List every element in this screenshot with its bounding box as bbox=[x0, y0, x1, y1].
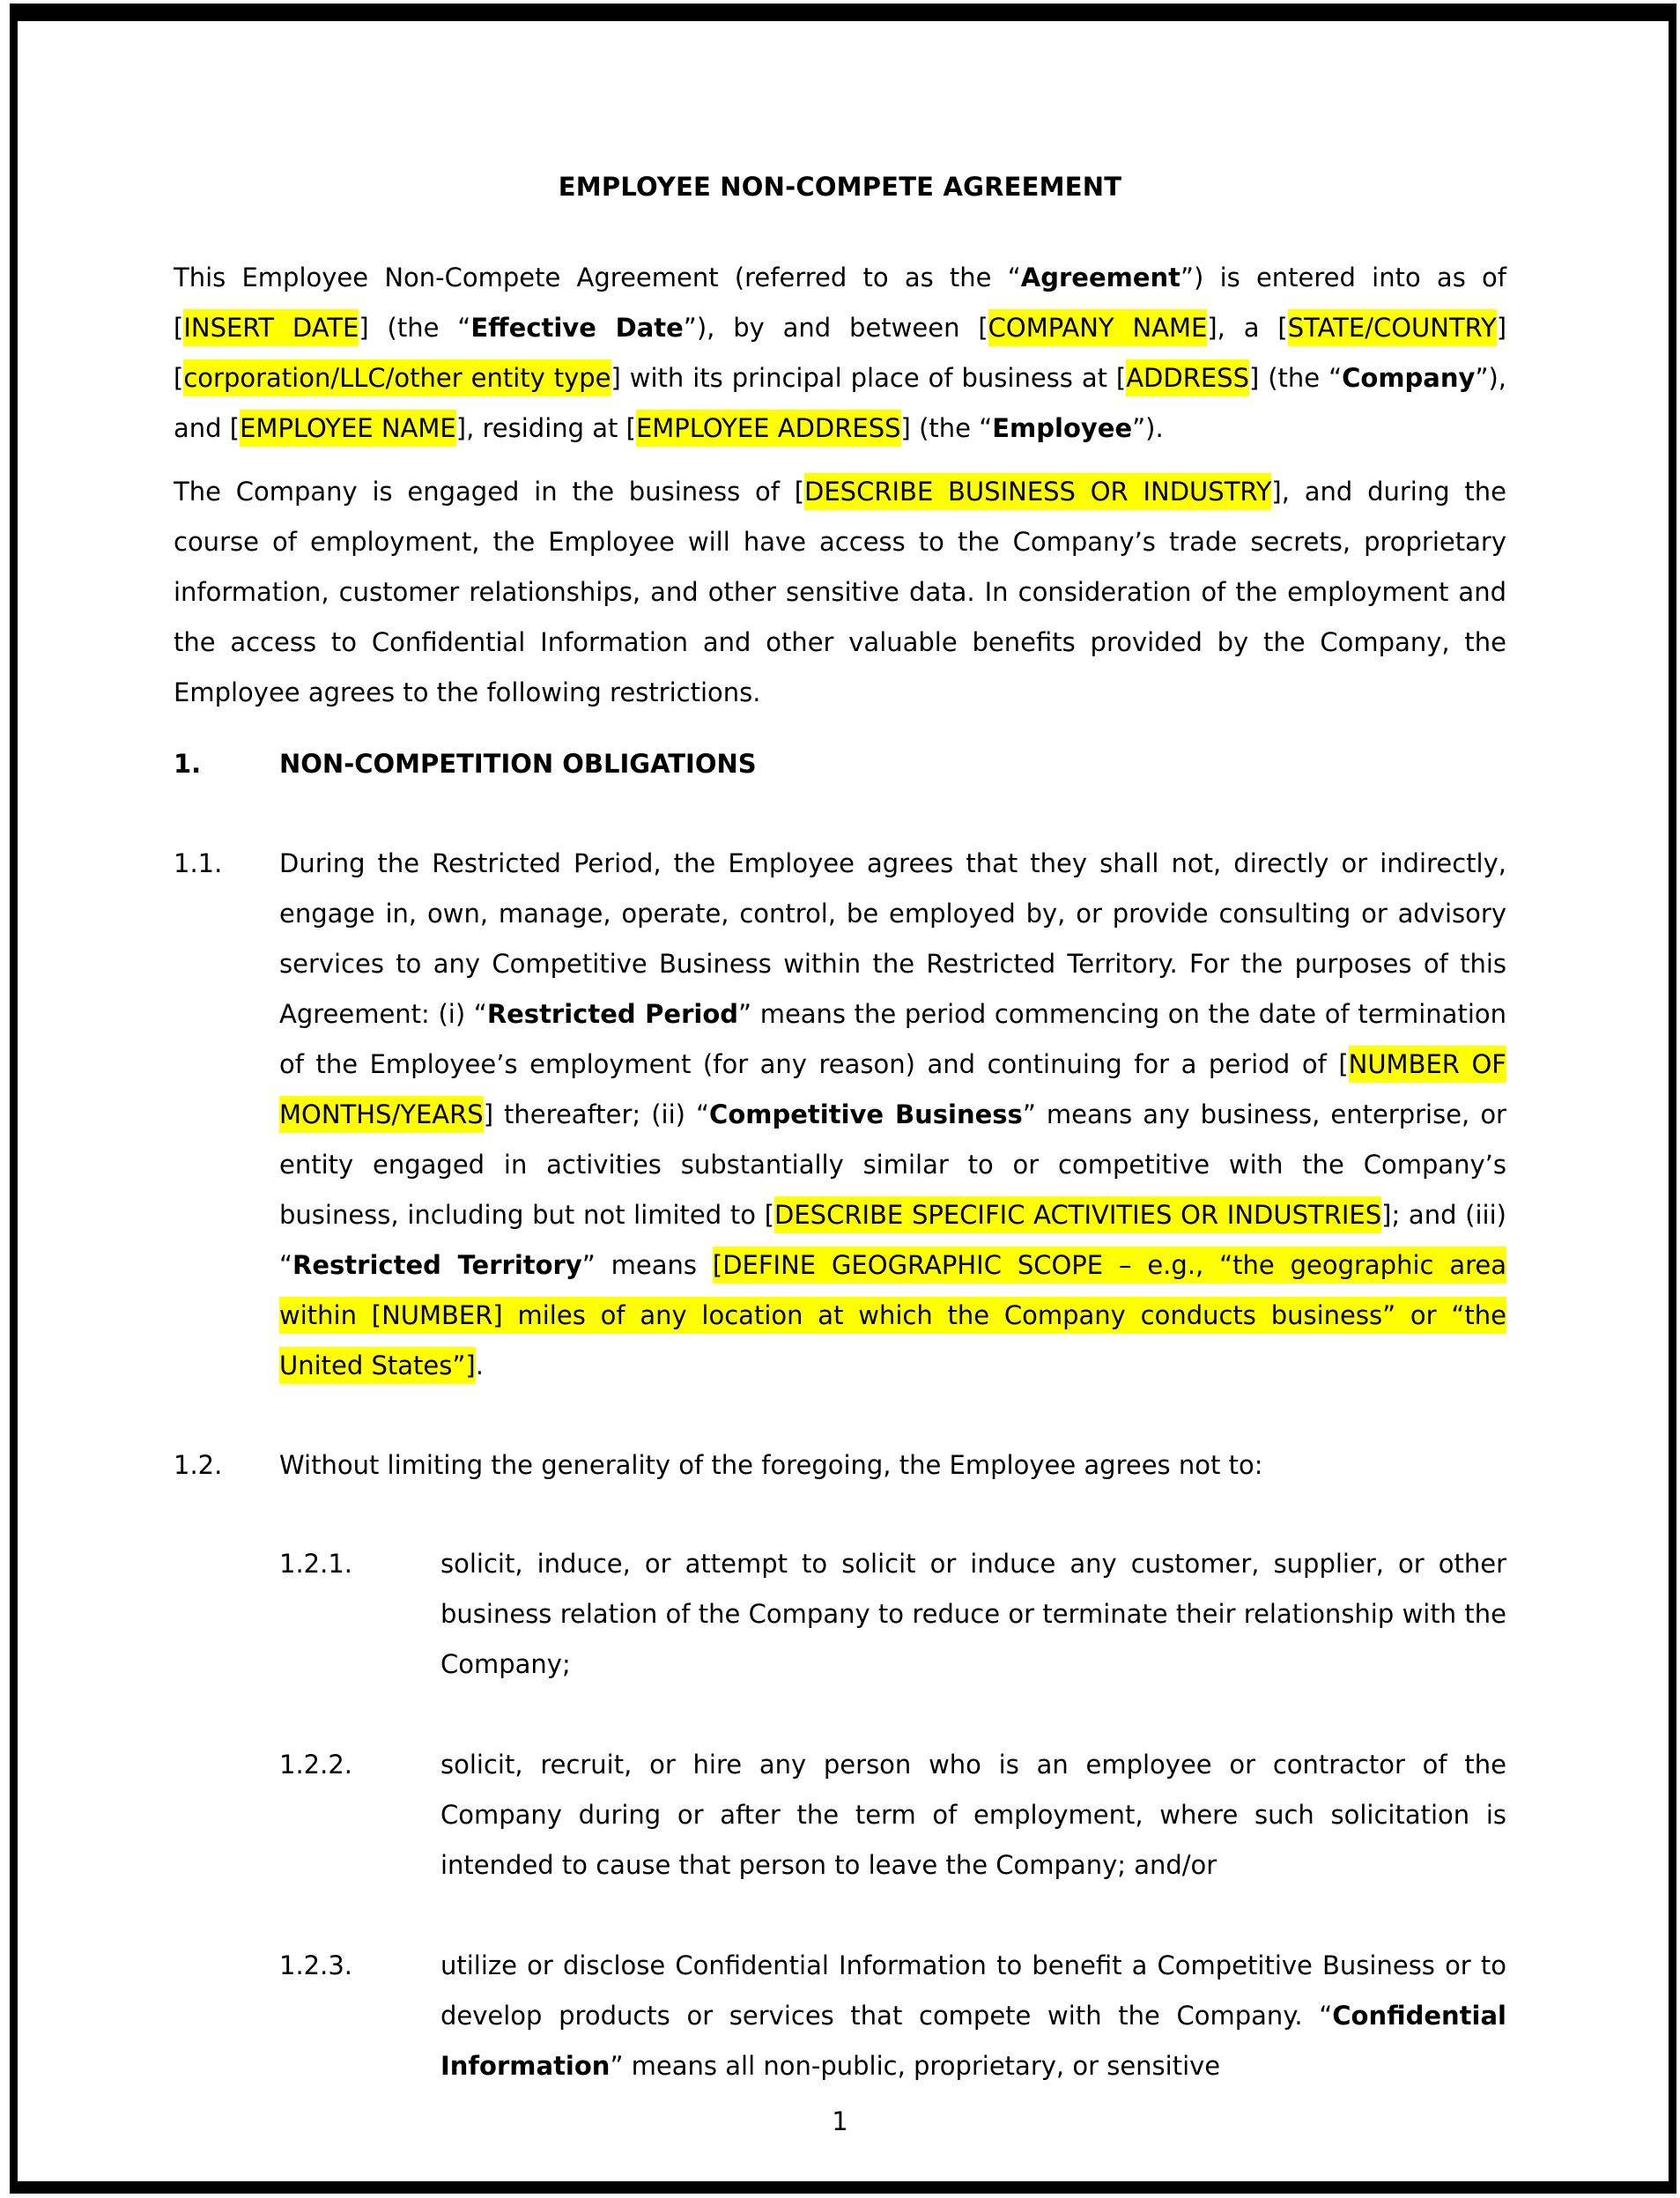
text-run: This Employee Non-Compete Agreement (referred to as the “ bbox=[174, 263, 1021, 292]
subclause-1-2-3-number: 1.2.3. bbox=[279, 1950, 353, 1980]
text-run: ” means all non-public, proprietary, or sensitive bbox=[610, 2051, 1221, 2081]
text-run: . bbox=[475, 1351, 484, 1380]
text-run: ], residing at [ bbox=[455, 413, 636, 443]
subclause-1-2-2-text bbox=[440, 1740, 1506, 1891]
clause-1-2-number: 1.2. bbox=[174, 1450, 223, 1480]
text-run: Agreement bbox=[1020, 263, 1181, 292]
highlighted-placeholder: EMPLOYEE NAME bbox=[240, 410, 456, 447]
text-run: solicit, recruit, or hire any person who is an employee or contractor of the Company during or after the term of employment, where such solicitation is intended to cause that person to leave the Company; and/or bbox=[440, 1750, 1506, 1880]
text-run: ”) is entered into as of [ bbox=[174, 263, 1506, 343]
text-run: ” means any business, enterprise, or entity engaged in activities substantially similar to or competitive with the Company’s business, including but not limited to [ bbox=[279, 1099, 1506, 1230]
subclause-1-2-2 bbox=[279, 1740, 1506, 1891]
text-run: ] (the “ bbox=[1249, 363, 1343, 393]
text-run: ” means the period commencing on the date of termination of the Employee’s employment (for any reason) and continuing for a period of [ bbox=[279, 999, 1506, 1079]
text-run: ], and during the course of employment, the Employee will have access to the Company’s trade secrets, proprietary information, customer relationships, and other sensitive data. In consideration of the employment and the access to Confidential Information and other valuable benefits provided by the Company, the Employee agrees to the following restrictions. bbox=[174, 477, 1506, 707]
clause-1-2-text bbox=[279, 1440, 1506, 1491]
section-1-number: 1. bbox=[174, 749, 202, 779]
text-run: ] [ bbox=[174, 313, 1507, 393]
subclause-1-2-3-text bbox=[440, 1941, 1506, 2091]
clause-1-1 bbox=[174, 839, 1506, 1391]
text-run: Competitive Business bbox=[709, 1099, 1023, 1129]
subclause-1-2-3 bbox=[279, 1941, 1506, 2091]
document-content bbox=[174, 0, 1506, 2091]
text-run: ” means bbox=[581, 1250, 713, 1280]
text-run: solicit, induce, or attempt to solicit or induce any customer, supplier, or other business relation of the Company to reduce or terminate their relationship with the Company; bbox=[440, 1549, 1506, 1679]
text-run: ”). bbox=[1132, 413, 1164, 443]
clause-1-2 bbox=[174, 1440, 1506, 1491]
clause-1-1-text bbox=[279, 839, 1506, 1391]
subclause-1-2-2-number: 1.2.2. bbox=[279, 1750, 353, 1780]
text-run: ”), by and between [ bbox=[683, 313, 988, 343]
text-run: ] (the “ bbox=[900, 413, 993, 443]
text-run: Restricted Period bbox=[486, 999, 739, 1029]
highlighted-placeholder: [DEFINE GEOGRAPHIC SCOPE – e.g., “the geographic area within [NUMBER] miles of any location at which the Company conducts business” or “the United States”] bbox=[279, 1247, 1506, 1384]
document-title: EMPLOYEE NON-COMPETE AGREEMENT bbox=[558, 172, 1122, 202]
highlighted-placeholder: corporation/LLC/other entity type bbox=[183, 359, 611, 396]
highlighted-placeholder: STATE/COUNTRY bbox=[1288, 309, 1497, 346]
subclause-1-2-1-number: 1.2.1. bbox=[279, 1549, 353, 1579]
text-run: ]; and (iii) “ bbox=[279, 1200, 1506, 1280]
highlighted-placeholder: DESCRIBE SPECIFIC ACTIVITIES OR INDUSTRIES bbox=[774, 1196, 1381, 1233]
text-run: ”), and [ bbox=[174, 363, 1506, 443]
clause-1-1-number: 1.1. bbox=[174, 848, 223, 878]
text-run: Without limiting the generality of the foregoing, the Employee agrees not to: bbox=[279, 1450, 1263, 1480]
intro-paragraph bbox=[174, 253, 1506, 454]
section-1-label: NON-COMPETITION OBLIGATIONS bbox=[279, 749, 757, 779]
highlighted-placeholder: EMPLOYEE ADDRESS bbox=[636, 410, 901, 447]
text-run: The Company is engaged in the business of [ bbox=[174, 477, 805, 507]
subclause-1-2-1-text bbox=[440, 1539, 1506, 1690]
text-run: ] with its principal place of business at [ bbox=[611, 363, 1127, 393]
text-run: utilize or disclose Confidential Information to benefit a Competitive Business or to develop products or services that compete with the Company. “ bbox=[440, 1950, 1506, 2031]
business-paragraph bbox=[174, 467, 1506, 718]
highlighted-placeholder: ADDRESS bbox=[1126, 359, 1249, 396]
highlighted-placeholder: DESCRIBE BUSINESS OR INDUSTRY bbox=[804, 473, 1271, 510]
section-1-heading bbox=[174, 739, 1506, 789]
text-run: Confidential Information bbox=[440, 2001, 1506, 2081]
subclause-1-2-1 bbox=[279, 1539, 1506, 1690]
text-run: ], a [ bbox=[1207, 313, 1288, 343]
text-run: ] thereafter; (ii) “ bbox=[483, 1099, 710, 1129]
text-run: Restricted Territory bbox=[292, 1250, 582, 1280]
text-run: During the Restricted Period, the Employee agrees that they shall not, directly or indirectly, engage in, own, manage, operate, control, be employed by, or provide consulting or advisory services to any Competitive Business within the Restricted Territory. For the purposes of this Agreement: (i) “ bbox=[279, 848, 1506, 1029]
text-run: Effective Date bbox=[470, 313, 684, 343]
page-number: 1 bbox=[832, 2106, 848, 2136]
text-run: Company bbox=[1342, 363, 1476, 393]
text-run: Employee bbox=[992, 413, 1133, 443]
highlighted-placeholder: NUMBER OF MONTHS/YEARS bbox=[279, 1046, 1506, 1133]
text-run: ] (the “ bbox=[359, 313, 471, 343]
highlighted-placeholder: COMPANY NAME bbox=[988, 309, 1208, 346]
highlighted-placeholder: INSERT DATE bbox=[183, 309, 359, 346]
